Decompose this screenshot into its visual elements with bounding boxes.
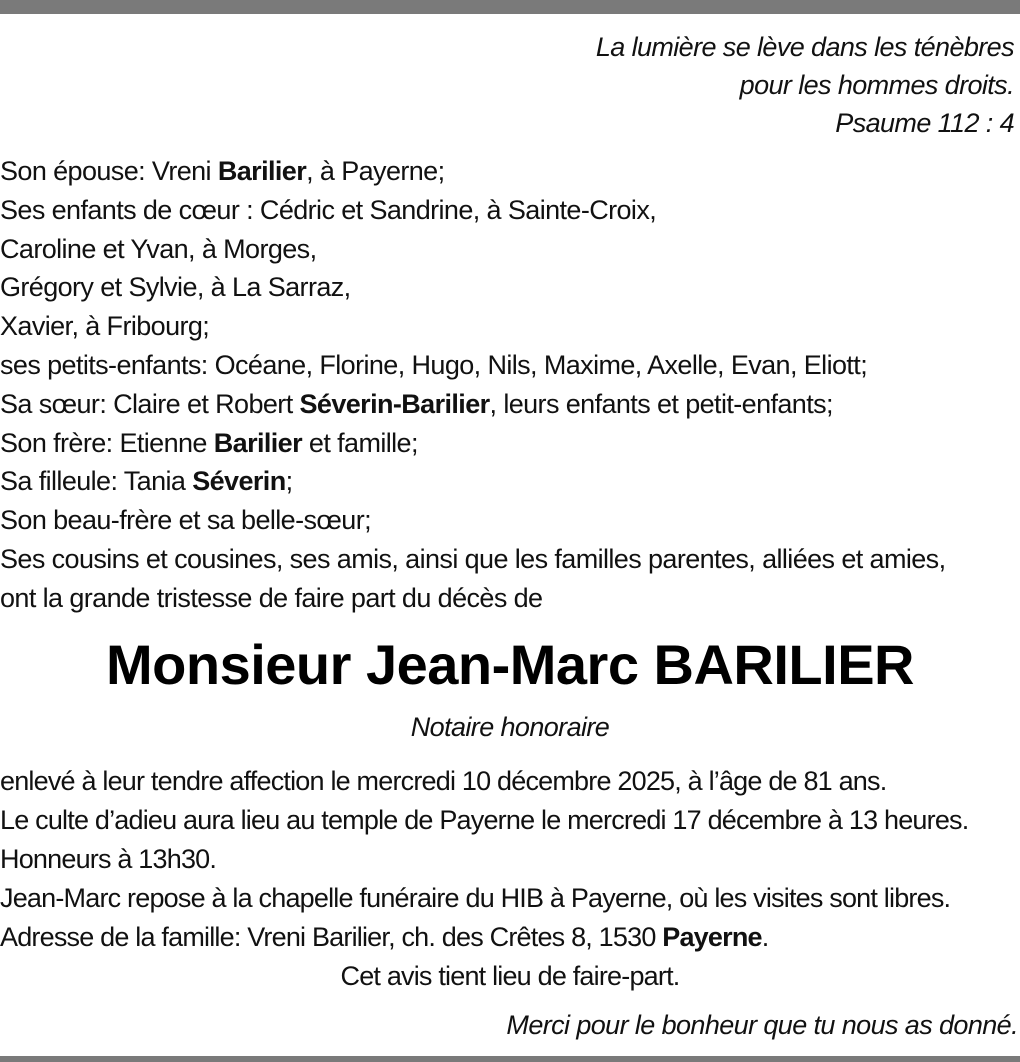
epigraph-reference: Psaume 112 : 4 [835,108,1014,138]
sister-text: Sa sœur: Claire et Robert [0,388,300,419]
details-notice: Cet avis tient lieu de faire-part. [340,961,680,991]
top-rule [0,0,1020,14]
spouse-text: Son épouse: Vreni [0,156,218,186]
family-children-3: Grégory et Sylvie, à La Sarraz, [0,272,351,303]
closing-line: Merci pour le bonheur que tu nous as donné. [506,1010,1018,1040]
brother-suffix: et famille; [302,427,418,458]
goddaughter-suffix: ; [285,466,293,497]
family-brother [0,424,1020,463]
details-chapel: Jean-Marc repose à la chapelle funéraire du HIB à Payerne, où les visites sont libres. [0,883,951,913]
address-city: Payerne [662,922,762,952]
family-sister [0,385,1020,424]
details-death: enlevé à leur tendre affection le mercredi 10 décembre 2025, à l’âge de 81 ans. [0,766,887,796]
sister-suffix: , leurs enfants et petit-enfants; [489,388,833,419]
bottom-rule [0,1056,1020,1062]
family-inlaws: Son beau-frère et sa belle-sœur; [0,505,371,536]
brother-surname: Barilier [213,427,302,458]
epigraph-line-1: La lumière se lève dans les ténèbres [595,32,1014,62]
brother-text: Son frère: Etienne [0,427,214,458]
family-children-2: Caroline et Yvan, à Morges, [0,233,317,264]
goddaughter-text: Sa filleule: Tania [0,466,193,497]
epigraph-line-2: pour les hommes droits. [739,70,1014,100]
address-suffix: . [761,922,769,952]
family-announcement: ont la grande tristesse de faire part du décès de [0,582,543,613]
spouse-surname: Barilier [217,156,307,186]
family-cousins: Ses cousins et cousines, ses amis, ainsi que les familles parentes, alliées et amies, [0,543,946,574]
family-children-4: Xavier, à Fribourg; [0,311,210,342]
sister-surname: Séverin-Barilier [299,388,490,419]
family-goddaughter [0,462,1020,501]
service-details [0,762,1020,996]
spouse-location: , à Payerne; [306,156,445,186]
details-address [0,918,1020,957]
deceased-title: Notaire honoraire [410,712,610,742]
details-service: Le culte d’adieu aura lieu au temple de Payerne le mercredi 17 décembre à 13 heures. [0,805,969,835]
epigraph [596,28,1014,142]
family-list [0,152,1020,618]
goddaughter-surname: Séverin [192,466,286,497]
deceased-name: Monsieur Jean-Marc BARILIER [106,633,914,696]
family-spouse [0,152,1020,191]
family-children-1: Ses enfants de cœur : Cédric et Sandrine, à Sainte-Croix, [0,194,657,225]
details-honours: Honneurs à 13h30. [0,844,217,874]
family-grandchildren: ses petits-enfants: Océane, Florine, Hugo, Nils, Maxime, Axelle, Evan, Eliott; [0,349,868,380]
address-text: Adresse de la famille: Vreni Barilier, ch. des Crêtes 8, 1530 [0,922,663,952]
